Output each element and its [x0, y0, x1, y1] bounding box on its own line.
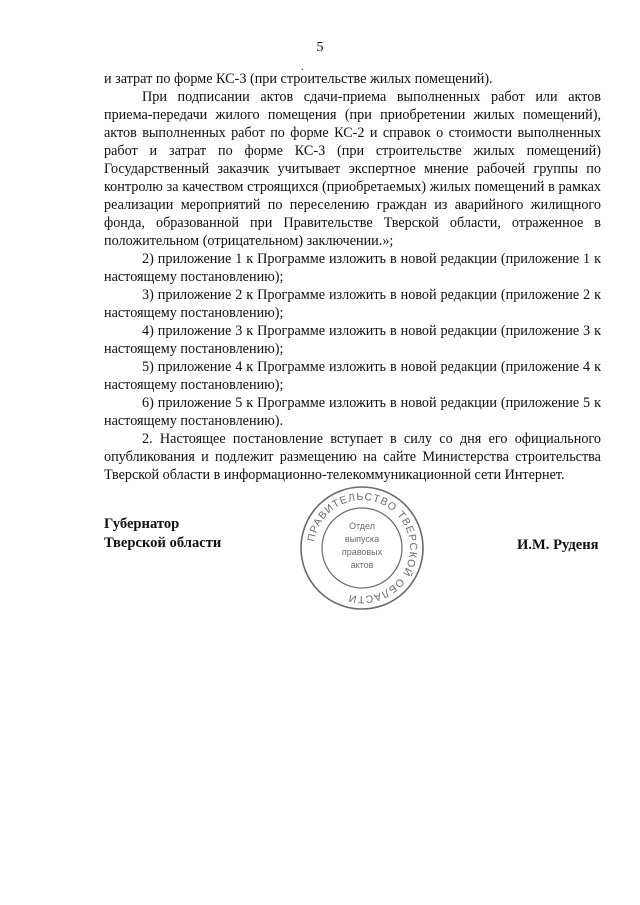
signatory-title-line1: Губернатор: [104, 516, 180, 532]
page-number: 5: [316, 40, 324, 55]
stamp-center-line-3: правовых: [341, 547, 383, 557]
paragraph-item-2: 2) приложение 1 к Программе изложить в новой редакции (приложение 1 к настоящему постановлению);: [104, 251, 601, 285]
stamp-center-line-1: Отдел: [348, 521, 376, 531]
signatory-title: [104, 515, 221, 553]
paragraph-item-4: 4) приложение 3 к Программе изложить в новой редакции (приложение 3 к настоящему постановлению);: [104, 323, 601, 357]
paragraph-item-5: 5) приложение 4 к Программе изложить в новой редакции (приложение 4 к настоящему постановлению);: [104, 359, 601, 393]
stray-dot: .: [301, 62, 304, 73]
paragraph-item-6: 6) приложение 5 к Программе изложить в новой редакции (приложение 5 к настоящему постановлению).: [104, 395, 601, 429]
paragraph-continuation: и затрат по форме КС-3 (при строительстве жилых помещений).: [104, 71, 493, 87]
document-body: [104, 70, 601, 484]
paragraph-item-3: 3) приложение 2 к Программе изложить в новой редакции (приложение 2 к настоящему постановлению);: [104, 287, 601, 321]
signatory-name: И.М. Руденя: [517, 537, 599, 553]
paragraph-acceptance-acts: При подписании актов сдачи-приема выполненных работ или актов приема-передачи жилого помещения (при приобретении жилых помещений), актов выполненных работ по форме КС-2 и справок о стоимости выполненных работ и затрат по форме КС-3 (при строительстве жилых помещений) Государственный заказчик учитывает экспертное мнение рабочей группы по контролю за качеством строящихся (приобретаемых) жилых помещений в рамках реализации мероприятий по переселению граждан из аварийного жилищного фонда, образованной при Правительстве Тверской области, отраженное в положительном (отрицательном) заключении.»;: [104, 89, 601, 249]
stamp-center-line-2: выпуска: [344, 534, 380, 544]
paragraph-effective-date: 2. Настоящее постановление вступает в силу со дня его официального опубликования и подлежит размещению на сайте Министерства строительства Тверской области в информационно-телекоммуникационной сети Интернет.: [104, 431, 601, 483]
stamp-center-line-4: актов: [350, 560, 374, 570]
official-stamp: [298, 484, 426, 612]
stamp-ring-text: ПРАВИТЕЛЬСТВО ТВЕРСКОЙ ОБЛАСТИ: [305, 490, 420, 606]
signatory-title-line2: Тверской области: [104, 535, 222, 551]
